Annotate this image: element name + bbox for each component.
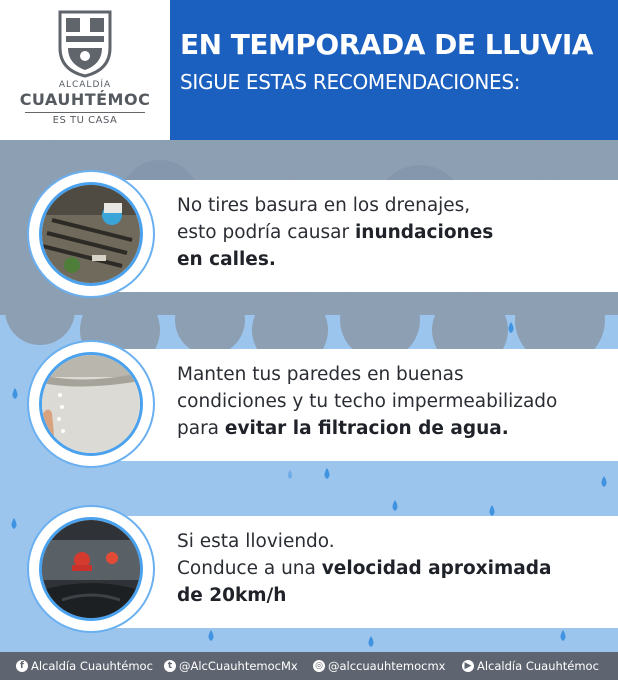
- header-logo-panel: [0, 0, 170, 140]
- instagram-icon: ◎: [313, 660, 325, 672]
- youtube-icon: ▶: [462, 660, 474, 672]
- facebook-icon: f: [16, 660, 28, 672]
- leak-photo: [39, 352, 143, 456]
- card-line: Conduce a una velocidad aproximada: [177, 558, 552, 579]
- card-line: Manten tus paredes en buenas: [177, 364, 464, 385]
- driving-photo-frame: [27, 505, 155, 633]
- card-text: [177, 361, 557, 442]
- instagram-link[interactable]: [313, 652, 445, 680]
- recommendation-card-driving: [95, 516, 618, 628]
- page-subtitle: SIGUE ESTAS RECOMENDACIONES:: [180, 70, 521, 94]
- social-footer: [0, 652, 618, 680]
- org-tagline: ES TU CASA: [52, 115, 118, 126]
- page-title: EN TEMPORADA DE LLUVIA: [180, 28, 593, 61]
- instagram-handle: @alccuauhtemocmx: [328, 659, 446, 673]
- org-name: CUAUHTÉMOC: [19, 90, 151, 109]
- recommendation-card-walls: [95, 349, 618, 461]
- org-small-label: ALCALDÍA: [58, 80, 112, 90]
- card-line: Si esta lloviendo.: [177, 531, 335, 552]
- drain-photo: [39, 182, 143, 286]
- card-text: [177, 528, 551, 609]
- youtube-handle: Alcaldía Cuauhtémoc: [477, 659, 599, 673]
- drain-photo-frame: [27, 170, 155, 298]
- facebook-link[interactable]: [16, 652, 153, 680]
- twitter-icon: t: [164, 660, 176, 672]
- card-line: No tires basura en los drenajes,: [177, 195, 471, 216]
- leak-photo-frame: [27, 340, 155, 468]
- card-line: para evitar la filtracion de agua.: [177, 418, 509, 439]
- card-text: [177, 192, 493, 273]
- recommendation-card-drains: [95, 180, 618, 292]
- twitter-handle: @AlcCuauhtemocMx: [179, 659, 298, 673]
- card-line: condiciones y tu techo impermeabilizado: [177, 391, 558, 412]
- twitter-link[interactable]: [164, 652, 298, 680]
- org-divider: [25, 112, 145, 113]
- card-line: de 20km/h: [177, 585, 287, 606]
- youtube-link[interactable]: [462, 652, 599, 680]
- facebook-handle: Alcaldía Cuauhtémoc: [31, 659, 153, 673]
- driving-photo: [39, 517, 143, 621]
- card-line: en calles.: [177, 249, 276, 270]
- alcaldia-crest-logo: [56, 8, 114, 78]
- card-line: esto podría causar inundaciones: [177, 222, 494, 243]
